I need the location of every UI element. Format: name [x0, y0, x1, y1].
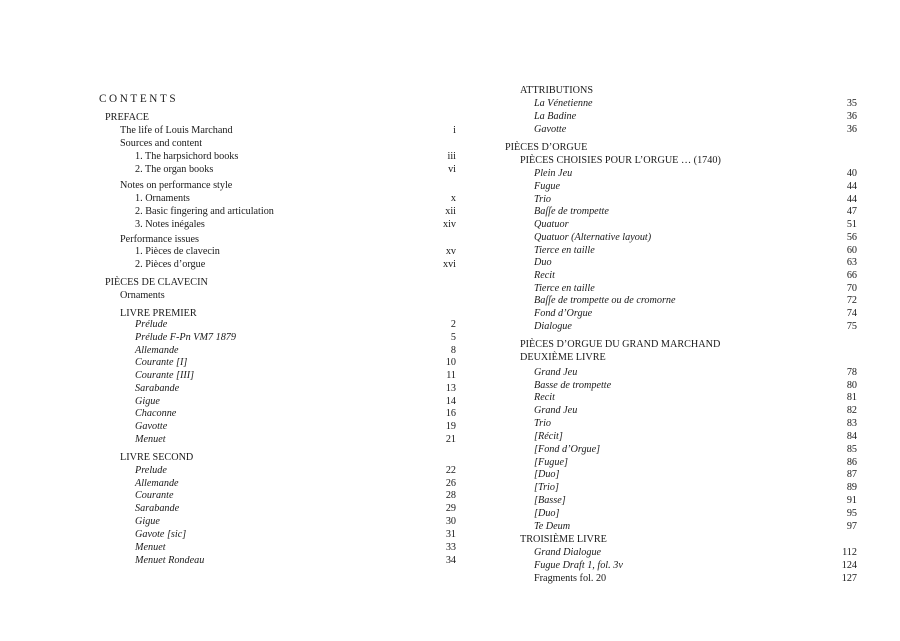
toc-page-number: 35 — [846, 98, 857, 109]
toc-entry-title: ATTRIBUTIONS — [520, 85, 594, 96]
toc-entry-title: 1. Pièces de clavecin — [135, 246, 220, 257]
toc-page-number: 47 — [846, 206, 857, 217]
toc-entry-title: Prélude — [135, 319, 168, 330]
toc-entry-title: Recit — [534, 392, 555, 403]
toc-entry-title: Sarabande — [135, 503, 180, 514]
toc-entry-title: [Récit] — [534, 431, 563, 442]
toc-entry-title: Baſſe de trompette ou de cromorne — [534, 295, 676, 306]
toc-entry-title: Grand Jeu — [534, 367, 578, 378]
toc-page-number: 66 — [846, 270, 857, 281]
toc-page-number: 8 — [450, 345, 456, 356]
toc-entry-title: TROISIÈME LIVRE — [520, 534, 607, 545]
toc-entry-title: Quatuor — [534, 219, 569, 230]
toc-page-number: 28 — [445, 490, 456, 501]
toc-entry-title: Menuet Rondeau — [135, 555, 205, 566]
toc-page-number: 87 — [846, 469, 857, 480]
toc-entry-title: Notes on performance style — [120, 180, 233, 191]
toc-page-number: 44 — [846, 194, 857, 205]
toc-page-number: xii — [445, 206, 456, 217]
toc-entry-title: Allemande — [135, 478, 179, 489]
toc-entry-title: The life of Louis Marchand — [120, 125, 233, 136]
toc-entry-title: [Duo] — [534, 469, 560, 480]
toc-entry-title: Quatuor (Alternative layout) — [534, 232, 652, 243]
toc-page-number: xv — [445, 246, 456, 257]
toc-entry-title: PIÈCES D’ORGUE DU GRAND MARCHAND — [520, 339, 721, 350]
toc-page-number: 40 — [846, 168, 857, 179]
toc-page-number: 13 — [445, 383, 456, 394]
toc-entry-title: 2. Pièces d’orgue — [135, 259, 206, 270]
toc-page-number: 29 — [445, 503, 456, 514]
toc-page-number: 91 — [846, 495, 857, 506]
toc-page-number: 72 — [846, 295, 857, 306]
toc-page-number: 31 — [445, 529, 456, 540]
toc-page-number: iii — [447, 151, 456, 162]
toc-page-number: 97 — [846, 521, 857, 532]
toc-page-number: 21 — [445, 434, 456, 445]
toc-entry-title: LIVRE PREMIER — [120, 308, 197, 319]
toc-page-number: 124 — [841, 560, 857, 571]
toc-entry-title: Te Deum — [534, 521, 571, 532]
toc-entry-title: La Badine — [534, 111, 577, 122]
toc-entry-title: Plein Jeu — [534, 168, 573, 179]
toc-entry-title: [Basse] — [534, 495, 566, 506]
toc-entry-title: 1. The harpsichord books — [135, 151, 239, 162]
toc-page-number: 30 — [445, 516, 456, 527]
toc-entry-title: Sources and content — [120, 138, 203, 149]
toc-entry-title: Fugue — [534, 181, 561, 192]
toc-entry-title: Allemande — [135, 345, 179, 356]
toc-entry-title: La Vénetienne — [534, 98, 593, 109]
toc-entry-title: [Trio] — [534, 482, 559, 493]
toc-entry-title: [Fond d’Orgue] — [534, 444, 601, 455]
toc-page-number: 11 — [446, 370, 456, 381]
page-title: CONTENTS — [99, 93, 179, 105]
toc-page-number: 19 — [445, 421, 456, 432]
toc-entry-title: Ornaments — [120, 290, 165, 301]
toc-page-number: 74 — [846, 308, 857, 319]
toc-entry-title: Courante [III] — [135, 370, 195, 381]
toc-page-number: i — [453, 125, 456, 136]
toc-entry-title: PREFACE — [105, 112, 149, 123]
toc-entry-title: Courante [I] — [135, 357, 188, 368]
toc-page-number: 80 — [846, 380, 857, 391]
toc-entry-title: PIÈCES CHOISIES POUR L’ORGUE … (1740) — [520, 155, 721, 166]
toc-page-number: 84 — [846, 431, 857, 442]
toc-page-number: 5 — [450, 332, 456, 343]
toc-page-number: 81 — [846, 392, 857, 403]
toc-entry-title: Menuet — [135, 434, 166, 445]
toc-entry-title: Basse de trompette — [534, 380, 612, 391]
toc-entry-title: Chaconne — [135, 408, 177, 419]
toc-entry-title: Grand Dialogue — [534, 547, 602, 558]
toc-entry-title: Tierce en taille — [534, 283, 595, 294]
toc-entry-title: Gavote [sic] — [135, 529, 187, 540]
toc-page-number: 70 — [846, 283, 857, 294]
toc-page-number: 89 — [846, 482, 857, 493]
toc-entry-title: DEUXIÈME LIVRE — [520, 352, 606, 363]
toc-page-number: 112 — [842, 547, 857, 558]
toc-page-number: 51 — [846, 219, 857, 230]
toc-page-number: 63 — [846, 257, 857, 268]
toc-entry-title: Grand Jeu — [534, 405, 578, 416]
toc-entry-title: [Duo] — [534, 508, 560, 519]
toc-page-number: x — [450, 193, 456, 204]
toc-entry-title: Menuet — [135, 542, 166, 553]
toc-page-number: 36 — [846, 124, 857, 135]
toc-page-number: vi — [448, 164, 456, 175]
toc-entry-title: Trio — [534, 194, 551, 205]
toc-entry-title: Tierce en taille — [534, 245, 595, 256]
toc-entry-title: Gigue — [135, 516, 160, 527]
toc-page-number: 44 — [846, 181, 857, 192]
toc-entry-title: 2. Basic fingering and articulation — [135, 206, 274, 217]
toc-entry-title: LIVRE SECOND — [120, 452, 194, 463]
toc-entry-title: Recit — [534, 270, 555, 281]
toc-page-number: 22 — [445, 465, 456, 476]
toc-page-number: 14 — [445, 396, 456, 407]
toc-page-number: 82 — [846, 405, 857, 416]
toc-entry-title: Fragments fol. 20 — [534, 573, 607, 584]
toc-page-number: 83 — [846, 418, 857, 429]
toc-entry-title: Baſſe de trompette — [534, 206, 609, 217]
toc-entry-title: Fond d’Orgue — [534, 308, 593, 319]
toc-entry-title: Fugue Draft 1, fol. 3v — [534, 560, 623, 571]
toc-entry-title: [Fugue] — [534, 457, 568, 468]
toc-entry-title: Gavotte — [135, 421, 168, 432]
toc-page-number: 2 — [450, 319, 456, 330]
toc-page-number: 33 — [445, 542, 456, 553]
toc-page-number: 75 — [846, 321, 857, 332]
toc-entry-title: PIÈCES D’ORGUE — [505, 142, 588, 153]
toc-page-number: 16 — [445, 408, 456, 419]
toc-page-number: 56 — [846, 232, 857, 243]
toc-page-number: 60 — [846, 245, 857, 256]
toc-page-number: 36 — [846, 111, 857, 122]
toc-entry-title: Gigue — [135, 396, 160, 407]
toc-entry-title: Courante — [135, 490, 174, 501]
toc-page-number: 95 — [846, 508, 857, 519]
toc-page-number: 34 — [445, 555, 456, 566]
toc-page-number: 85 — [846, 444, 857, 455]
toc-entry-title: 1. Ornaments — [135, 193, 190, 204]
toc-entry-title: Sarabande — [135, 383, 180, 394]
toc-page-number: 78 — [846, 367, 857, 378]
toc-page-number: 10 — [445, 357, 456, 368]
toc-page-number: xvi — [442, 259, 456, 270]
toc-entry-title: Performance issues — [120, 234, 199, 245]
toc-page-number: 127 — [841, 573, 857, 584]
toc-entry-title: Dialogue — [534, 321, 572, 332]
toc-entry-title: Prélude F-Pn VM7 1879 — [135, 332, 236, 343]
toc-entry-title: Gavotte — [534, 124, 567, 135]
toc-entry-title: Duo — [534, 257, 552, 268]
toc-entry-title: 2. The organ books — [135, 164, 214, 175]
toc-entry-title: Prelude — [135, 465, 167, 476]
toc-entry-title: 3. Notes inégales — [135, 219, 205, 230]
toc-page-number: 26 — [445, 478, 456, 489]
toc-entry-title: Trio — [534, 418, 551, 429]
toc-entry-title: PIÈCES DE CLAVECIN — [105, 277, 208, 288]
toc-page-number: 86 — [846, 457, 857, 468]
toc-page-number: xiv — [442, 219, 456, 230]
